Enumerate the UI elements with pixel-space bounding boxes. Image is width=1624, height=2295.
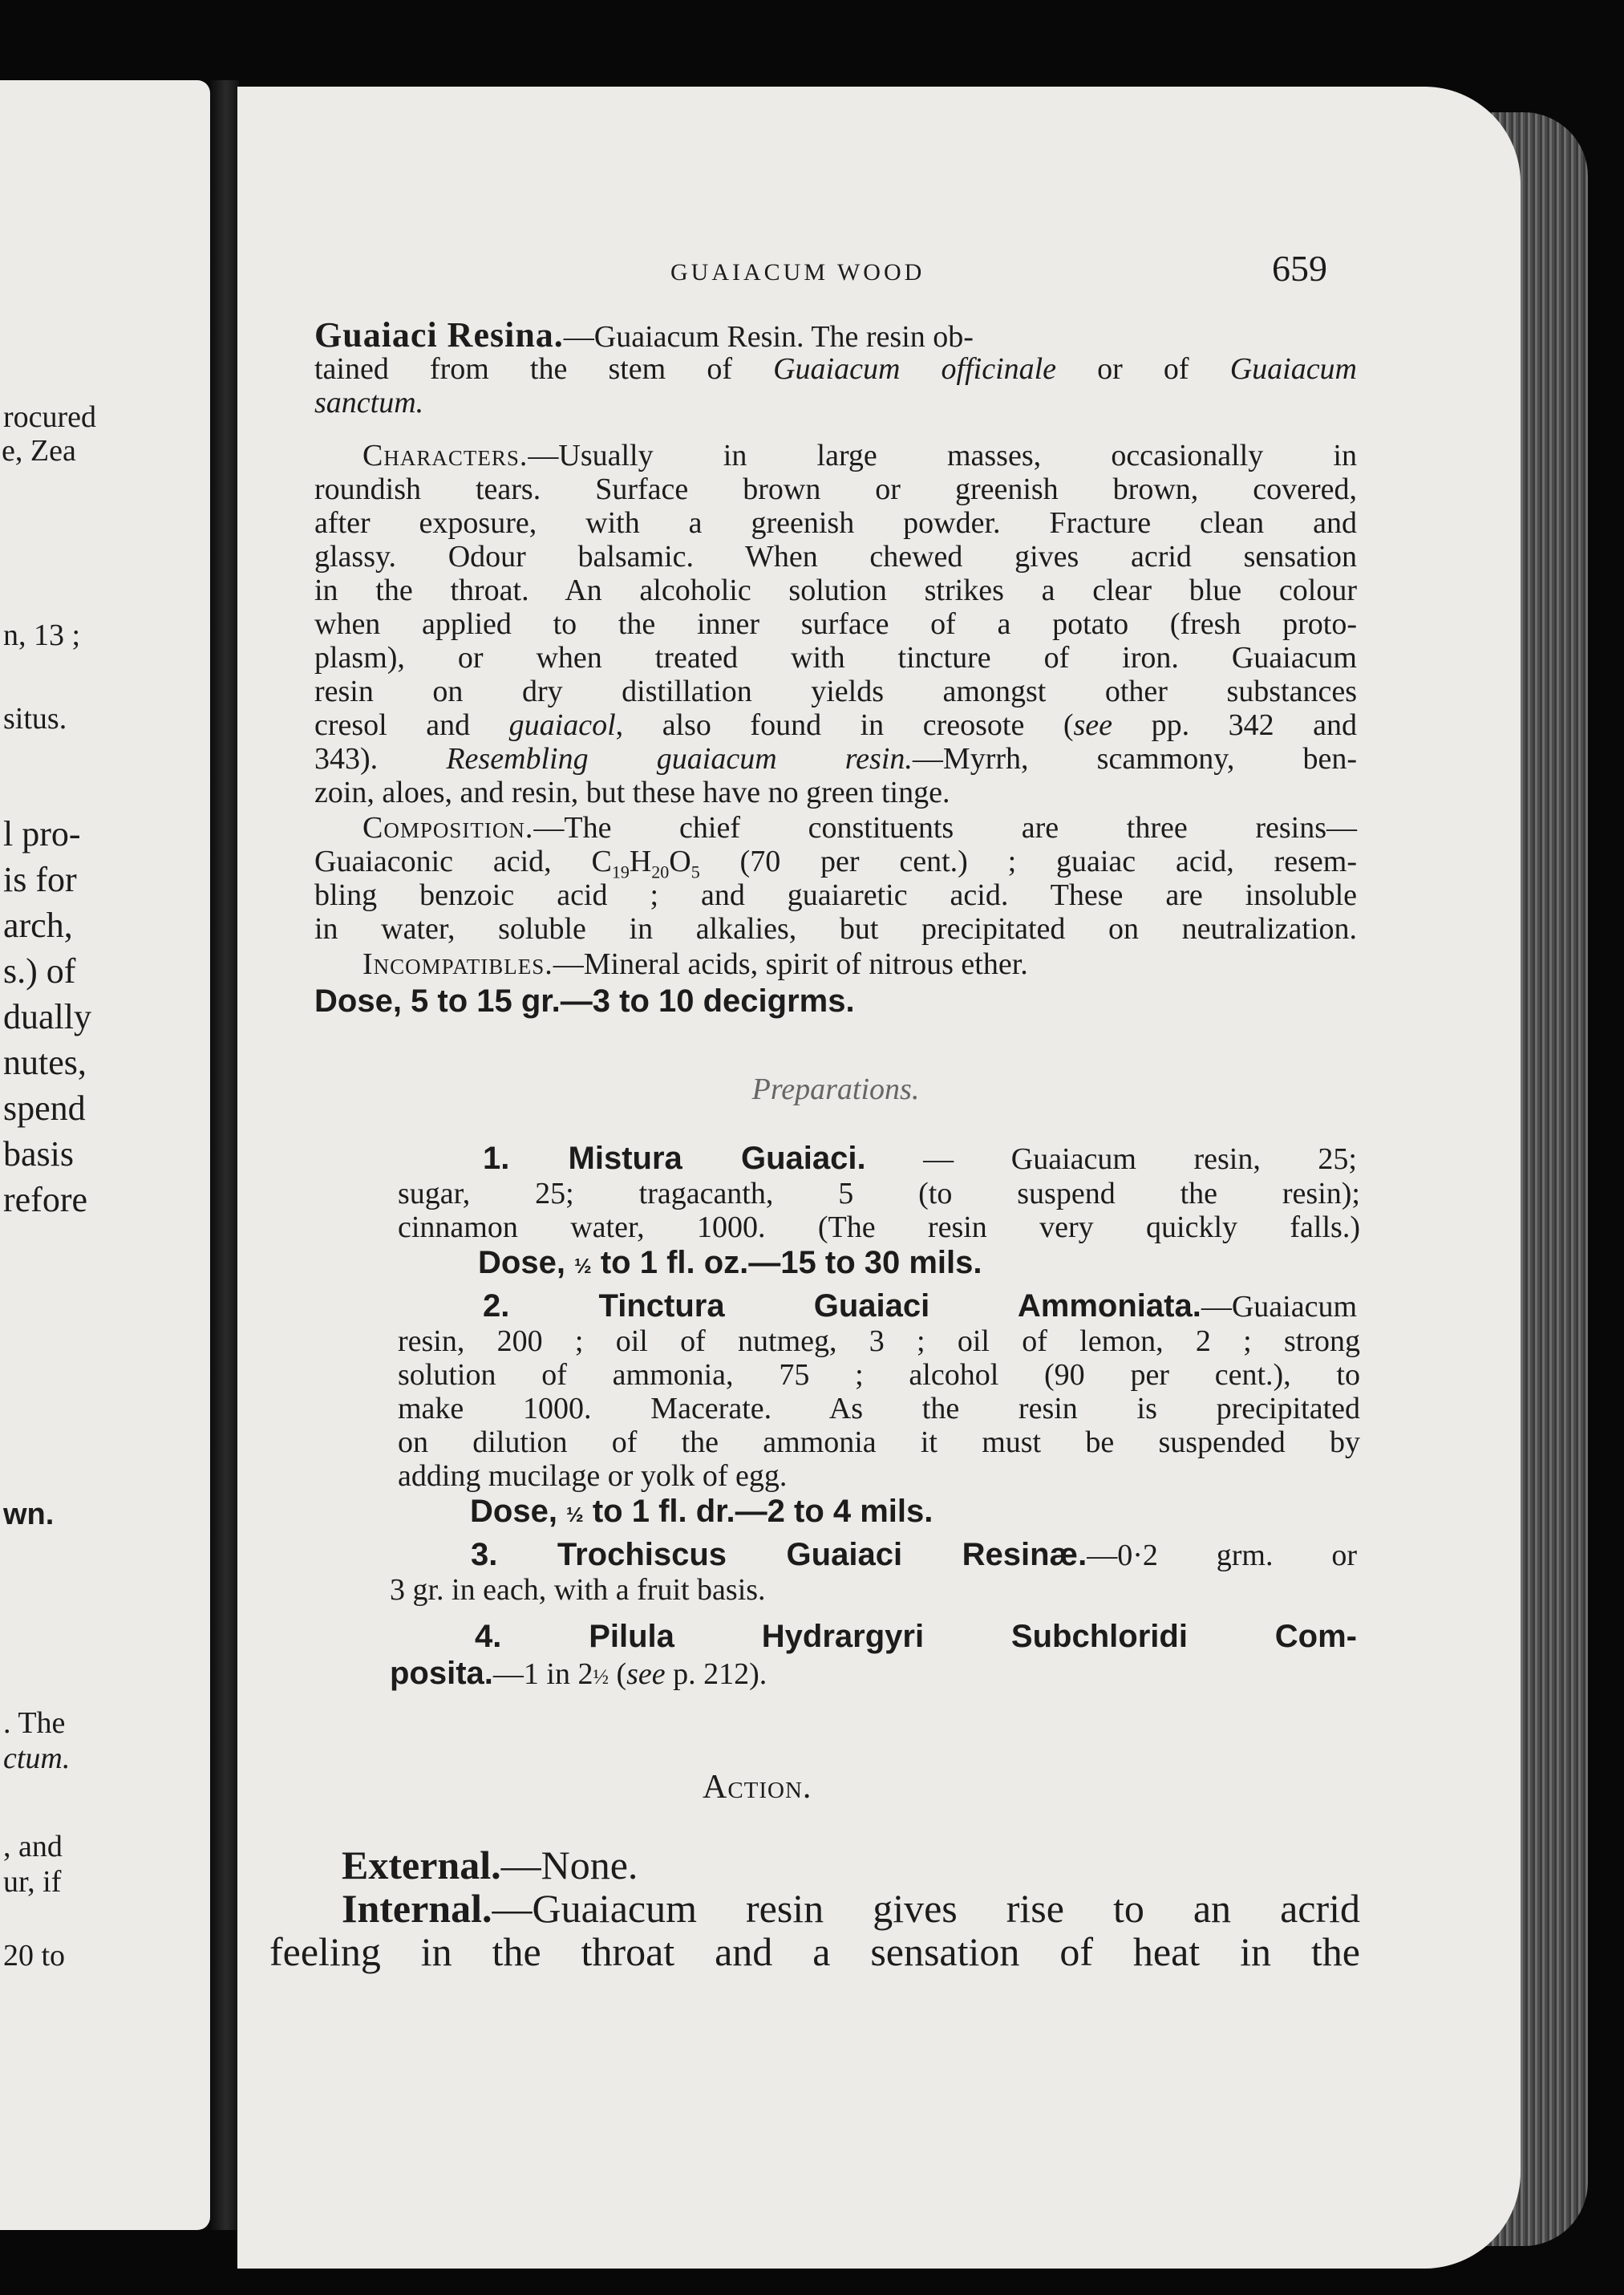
characters-line: resin on dry distillation yields amongst other substances: [314, 675, 1357, 708]
section-head: Composition.: [362, 811, 534, 845]
characters-line: 343). Resembling guaiacum resin.—Myrrh, scammony, ben-: [314, 742, 1358, 776]
prep-2-line: 2. Tinctura Guaiaci Ammoniata.—Guaiacum: [483, 1288, 1357, 1324]
entry-title: Guaiaci Resina.: [314, 315, 564, 355]
left-fragment: . The: [3, 1706, 66, 1740]
internal-head: Internal.: [342, 1886, 492, 1931]
prep-3-line: 3. Trochiscus Guaiaci Resinæ.—0·2 grm. or: [471, 1537, 1357, 1572]
resina-line: sanctum.: [314, 386, 424, 420]
left-fragment: dually: [3, 997, 91, 1036]
prep-1-line: 1. Mistura Guaiaci. — Guaiacum resin, 25;: [483, 1141, 1357, 1176]
characters-line: cresol and guaiacol, also found in creosote (see pp. 342 and: [314, 708, 1357, 742]
dose-main: Dose, 5 to 15 gr.—3 to 10 decigrms.: [314, 983, 855, 1019]
left-fragment: l pro-: [3, 814, 81, 854]
left-fragment: nutes,: [3, 1043, 87, 1082]
left-fragment: s.) of: [3, 951, 76, 991]
characters-line: roundish tears. Surface brown or greenish brown, covered,: [314, 472, 1357, 506]
characters-line: Characters.—Usually in large masses, occasionally in: [362, 439, 1357, 472]
internal-line: feeling in the throat and a sensation of heat in the: [269, 1929, 1360, 1974]
prep-1-line: cinnamon water, 1000. (The resin very quickly falls.): [398, 1210, 1360, 1244]
composition-line: bling benzoic acid ; and guaiaretic acid. These are insoluble: [314, 878, 1357, 912]
book-gutter: [210, 80, 239, 2230]
prep-1-title: 1. Mistura Guaiaci.: [483, 1141, 866, 1176]
preparations-heading: Preparations.: [751, 1072, 920, 1106]
left-fragment: wn.: [3, 1498, 55, 1531]
prep-3-title: 3. Trochiscus Guaiaci Resinæ.: [471, 1537, 1087, 1572]
running-head: GUAIACUM WOOD: [670, 259, 925, 286]
external-line: External.—None.: [342, 1843, 638, 1887]
external-head: External.: [342, 1843, 501, 1887]
left-fragment: is for: [3, 860, 77, 899]
section-head: Incompatibles.: [362, 947, 553, 981]
left-fragment: n, 13 ;: [3, 618, 81, 652]
left-fragment: spend: [3, 1089, 86, 1128]
characters-line: when applied to the inner surface of a potato (fresh proto-: [314, 607, 1357, 641]
composition-line: in water, soluble in alkalies, but precipitated on neutralization.: [314, 912, 1357, 946]
characters-line: after exposure, with a greenish powder. Fracture clean and: [314, 506, 1357, 540]
prep-4-line: posita.—1 in 2½ (see p. 212).: [390, 1656, 767, 1691]
left-fragment: basis: [3, 1134, 74, 1174]
prep-2-dose: Dose, ½ to 1 fl. dr.—2 to 4 mils.: [470, 1494, 933, 1529]
left-fragment: refore: [3, 1180, 88, 1219]
left-fragment: e, Zea: [2, 434, 76, 468]
left-fragment: situs.: [3, 702, 67, 736]
prep-2-line: on dilution of the ammonia it must be suspended by: [398, 1425, 1360, 1459]
characters-line: plasm), or when treated with tincture of iron. Guaiacum: [314, 641, 1357, 675]
resina-line: Guaiaci Resina.—Guaiacum Resin. The resin ob-: [314, 315, 974, 355]
left-fragment: ctum.: [3, 1742, 71, 1775]
characters-line: in the throat. An alcoholic solution strikes a clear blue colour: [314, 574, 1357, 607]
prep-1-dose: Dose, ½ to 1 fl. oz.—15 to 30 mils.: [478, 1245, 982, 1280]
section-head: Characters.: [362, 439, 529, 472]
resina-line: tained from the stem of Guaiacum officinale or of Guaiacum: [314, 352, 1357, 386]
prep-1-line: sugar, 25; tragacanth, 5 (to suspend the resin);: [398, 1177, 1360, 1210]
page-number: 659: [1272, 248, 1327, 289]
characters-line: zoin, aloes, and resin, but these have no green tinge.: [314, 776, 950, 809]
left-fragment: rocured: [3, 400, 97, 434]
left-fragment: , and: [3, 1830, 63, 1863]
composition-line: Guaiaconic acid, $C_{19}H_{20}O_5$ (70 per cent.) ; guaiac acid, resem-: [314, 845, 1357, 882]
prep-2-line: adding mucilage or yolk of egg.: [398, 1459, 788, 1493]
left-fragment: arch,: [3, 906, 73, 945]
prep-3-line: 3 gr. in each, with a fruit basis.: [390, 1573, 766, 1607]
prep-2-line: resin, 200 ; oil of nutmeg, 3 ; oil of lemon, 2 ; strong: [398, 1324, 1360, 1358]
left-page: [0, 80, 210, 2230]
prep-2-line: solution of ammonia, 75 ; alcohol (90 per cent.), to: [398, 1358, 1360, 1392]
prep-2-title: 2. Tinctura Guaiaci Ammoniata.: [483, 1288, 1201, 1324]
book-page: [237, 87, 1521, 2269]
action-heading: Action.: [703, 1769, 812, 1806]
composition-line: Composition.—The chief constituents are three resins—: [362, 811, 1357, 845]
internal-line: Internal.—Guaiacum resin gives rise to an acrid: [342, 1886, 1360, 1931]
prep-2-line: make 1000. Macerate. As the resin is precipitated: [398, 1392, 1360, 1425]
left-fragment: ur, if: [3, 1865, 62, 1899]
characters-line: glassy. Odour balsamic. When chewed gives acrid sensation: [314, 540, 1357, 574]
left-fragment: 20 to: [3, 1939, 66, 1973]
incompatibles-line: Incompatibles.—Mineral acids, spirit of nitrous ether.: [362, 947, 1028, 981]
prep-4-title: 4. Pilula Hydrargyri Subchloridi Com-: [475, 1619, 1357, 1654]
